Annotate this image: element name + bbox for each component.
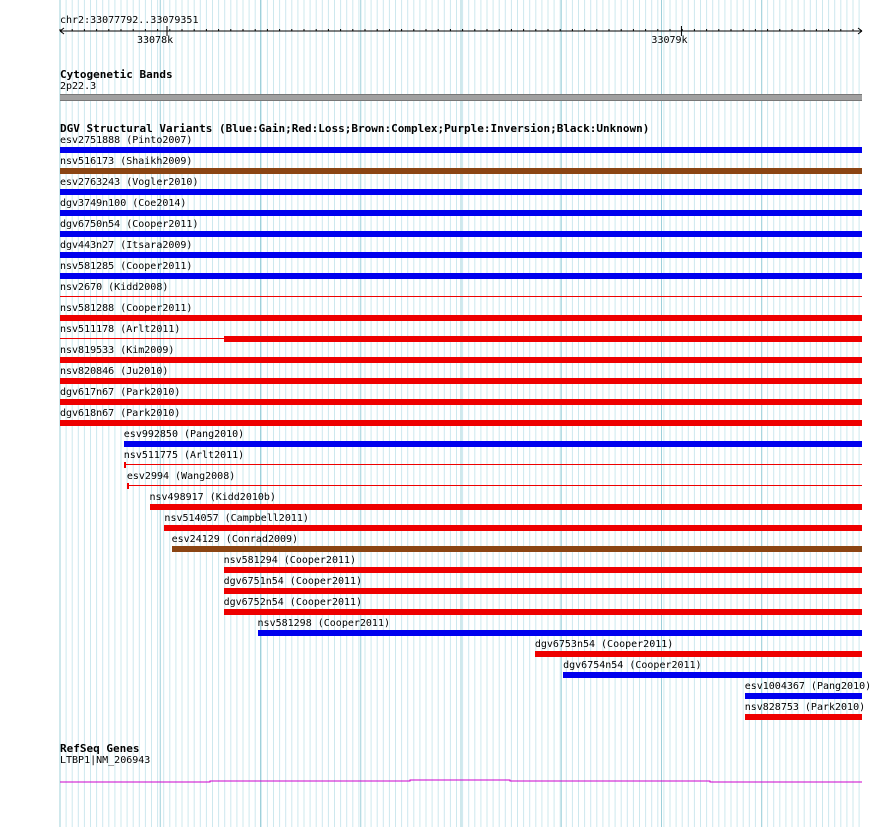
variant-bar-gain[interactable] <box>563 672 862 678</box>
variant-label[interactable]: nsv498917 (Kidd2010b) <box>149 492 276 503</box>
cytoband-track-title[interactable]: Cytogenetic Bands <box>60 68 173 81</box>
refseq-gene-label[interactable]: LTBP1|NM_206943 <box>60 755 151 766</box>
variant-label[interactable]: nsv514057 (Campbell2011) <box>164 513 309 524</box>
variant-bar-loss[interactable] <box>224 609 862 615</box>
variant-label[interactable]: nsv511775 (Arlt2011) <box>123 450 245 461</box>
ruler-tick-label: 33079k <box>651 35 688 46</box>
variant-label[interactable]: dgv6753n54 (Cooper2011) <box>534 639 674 650</box>
variant-label[interactable]: dgv6752n54 (Cooper2011) <box>223 597 363 608</box>
variant-bar-loss[interactable] <box>60 420 862 426</box>
refseq-gene-feature[interactable] <box>60 768 862 772</box>
variant-label[interactable]: dgv443n27 (Itsara2009) <box>60 240 193 251</box>
variant-label[interactable]: dgv6750n54 (Cooper2011) <box>60 219 199 230</box>
variant-label[interactable]: nsv820846 (Ju2010) <box>60 366 169 377</box>
variant-bar-loss[interactable] <box>60 378 862 384</box>
variant-label[interactable]: nsv581285 (Cooper2011) <box>60 261 193 272</box>
variant-bar-gain[interactable] <box>745 693 862 699</box>
dgv-track-title[interactable]: DGV Structural Variants (Blue:Gain;Red:Loss;Brown:Complex;Purple:Inversion;Black:Unknown) <box>60 122 650 135</box>
variant-bar-loss[interactable] <box>535 651 862 657</box>
cytoband-name: 2p22.3 <box>60 81 97 92</box>
variant-line-loss[interactable] <box>60 296 862 297</box>
variant-label[interactable]: nsv819533 (Kim2009) <box>60 345 175 356</box>
cytoband-bar[interactable] <box>60 94 862 101</box>
gene-line-svg <box>60 779 862 783</box>
variant-bar-complex[interactable] <box>172 546 862 552</box>
variant-bar-loss[interactable] <box>60 399 862 405</box>
variant-bar-loss[interactable] <box>127 483 129 489</box>
variant-bar-loss[interactable] <box>164 525 862 531</box>
variant-bar-gain[interactable] <box>60 147 862 153</box>
variant-label[interactable]: nsv516173 (Shaikh2009) <box>60 156 193 167</box>
variant-label[interactable]: esv992850 (Pang2010) <box>123 429 245 440</box>
variant-label[interactable]: dgv618n67 (Park2010) <box>60 408 181 419</box>
variant-label[interactable]: esv2763243 (Vogler2010) <box>60 177 199 188</box>
variant-bar-gain[interactable] <box>60 273 862 279</box>
variant-label[interactable]: esv1004367 (Pang2010) <box>744 681 872 692</box>
variant-line-loss[interactable] <box>124 464 862 465</box>
variant-bar-complex[interactable] <box>60 168 862 174</box>
variant-label[interactable]: nsv2670 (Kidd2008) <box>60 282 169 293</box>
variant-bar-loss[interactable] <box>745 714 862 720</box>
variant-label[interactable]: dgv3749n100 (Coe2014) <box>60 198 187 209</box>
variant-bar-loss[interactable] <box>224 588 862 594</box>
variant-bar-loss[interactable] <box>224 567 862 573</box>
variant-bar-gain[interactable] <box>60 252 862 258</box>
variant-bar-loss[interactable] <box>124 462 126 468</box>
variant-label[interactable]: dgv617n67 (Park2010) <box>60 387 181 398</box>
variant-label[interactable]: dgv6751n54 (Cooper2011) <box>223 576 363 587</box>
variant-label[interactable]: nsv581294 (Cooper2011) <box>223 555 357 566</box>
variant-label[interactable]: esv24129 (Conrad2009) <box>171 534 299 545</box>
variant-line-loss[interactable] <box>127 485 862 486</box>
variant-bar-loss[interactable] <box>60 357 862 363</box>
variant-bar-loss[interactable] <box>224 336 862 342</box>
variant-label[interactable]: esv2751888 (Pinto2007) <box>60 135 193 146</box>
variant-label[interactable]: esv2994 (Wang2008) <box>126 471 236 482</box>
variant-label[interactable]: nsv828753 (Park2010) <box>744 702 866 713</box>
variant-bar-loss[interactable] <box>150 504 862 510</box>
variant-bar-gain[interactable] <box>60 189 862 195</box>
ruler-tick-label: 33078k <box>137 35 174 46</box>
variant-label[interactable]: nsv511178 (Arlt2011) <box>60 324 181 335</box>
variant-bar-gain[interactable] <box>258 630 862 636</box>
variant-label[interactable]: dgv6754n54 (Cooper2011) <box>563 660 702 671</box>
variant-bar-loss[interactable] <box>60 315 862 321</box>
variant-label[interactable]: nsv581298 (Cooper2011) <box>257 618 390 629</box>
refseq-track-title[interactable]: RefSeq Genes <box>60 742 140 755</box>
variant-bar-gain[interactable] <box>60 210 862 216</box>
variant-label[interactable]: nsv581288 (Cooper2011) <box>60 303 193 314</box>
variant-bar-gain[interactable] <box>124 441 862 447</box>
variant-bar-gain[interactable] <box>60 231 862 237</box>
region-label: chr2:33077792..33079351 <box>60 15 199 26</box>
